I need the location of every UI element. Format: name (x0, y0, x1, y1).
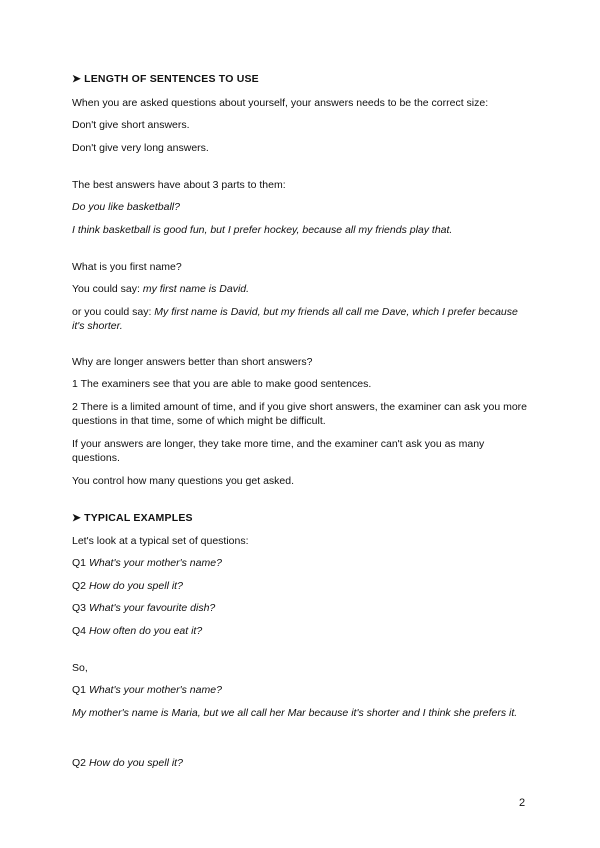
say-example: my first name is David. (142, 283, 250, 295)
paragraph: Don't give very long answers. (72, 142, 209, 154)
question-number: Q2 (72, 580, 89, 592)
question-number: Q3 (72, 602, 89, 614)
example-answer: I think basketball is good fun, but I prefer hockey, because all my friends play that. (72, 224, 453, 236)
question-line (72, 683, 222, 697)
say-line-1 (72, 282, 249, 296)
question-number: Q4 (72, 625, 89, 637)
paragraph: So, (72, 662, 88, 674)
question-line (72, 601, 215, 615)
page-number: 2 (519, 797, 526, 809)
reason-1: 1 The examiners see that you are able to make good sentences. (72, 378, 372, 390)
reason-4: You control how many questions you get asked. (72, 475, 295, 487)
question-text: How often do you eat it? (88, 625, 203, 637)
say-example: My first name is David, but my friends all call me Dave, which I prefer because it's shorter. (72, 306, 518, 332)
say-line-2 (72, 305, 532, 333)
question-text: What's your favourite dish? (88, 602, 216, 614)
question-number: Q1 (72, 684, 89, 696)
paragraph: What is you first name? (72, 261, 182, 273)
question-number: Q2 (72, 757, 89, 769)
section-heading-length: ➤ LENGTH OF SENTENCES TO USE (72, 73, 259, 85)
question-line (72, 579, 183, 593)
answer-example: My mother's name is Maria, but we all call her Mar because it's shorter and I think she prefers it. (72, 707, 518, 719)
question-line (72, 756, 183, 770)
reason-2: 2 There is a limited amount of time, and if you give short answers, the examiner can ask you more questions in that time, some of which might be difficult. (72, 401, 528, 427)
example-question: Do you like basketball? (72, 201, 180, 213)
paragraph: Why are longer answers better than short answers? (72, 356, 313, 368)
say-prefix: or you could say: (72, 306, 155, 318)
question-text: How do you spell it? (88, 580, 183, 592)
question-text: What's your mother's name? (88, 684, 222, 696)
paragraph: The best answers have about 3 parts to them: (72, 179, 286, 191)
section-heading-examples: ➤ TYPICAL EXAMPLES (72, 512, 193, 524)
paragraph: When you are asked questions about yourself, your answers needs to be the correct size: (72, 97, 489, 109)
question-line (72, 556, 222, 570)
say-prefix: You could say: (72, 283, 143, 295)
question-text: How do you spell it? (88, 757, 183, 769)
paragraph: Don't give short answers. (72, 119, 190, 131)
question-text: What's your mother's name? (88, 557, 222, 569)
question-line (72, 624, 202, 638)
reason-3: If your answers are longer, they take more time, and the examiner can't ask you as many questions. (72, 438, 485, 464)
question-number: Q1 (72, 557, 89, 569)
paragraph: Let's look at a typical set of questions: (72, 535, 249, 547)
